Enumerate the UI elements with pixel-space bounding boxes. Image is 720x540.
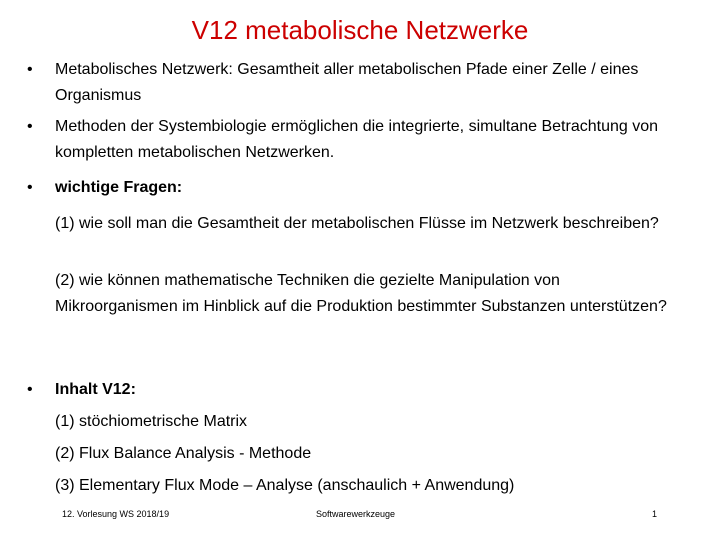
bullet-heading: Inhalt V12: <box>55 381 136 398</box>
bullet-text: Metabolisches Netzwerk: Gesamtheit aller metabolischen Pfade einer Zelle / eines Organismus <box>55 61 639 104</box>
content-item: (1) stöchiometrische Matrix <box>55 413 248 430</box>
question-item: (2) wie können mathematische Techniken die gezielte Manipulation von Mikroorganismen im Hinblick auf die Produktion bestimmter Substanzen unterstützen? <box>55 272 667 315</box>
footer-course: 12. Vorlesung WS 2018/19 <box>62 509 170 519</box>
bullet-marker: • <box>27 118 33 135</box>
bullet-heading: wichtige Fragen: <box>55 179 183 196</box>
bullet-text: Methoden der Systembiologie ermöglichen die integrierte, simultane Betrachtung von kompletten metabolischen Netzwerken. <box>55 118 659 161</box>
page-number: 1 <box>652 509 658 519</box>
slide-title: V12 metabolische Netzwerke <box>191 15 529 45</box>
bullet-marker: • <box>27 381 33 398</box>
footer-topic: Softwarewerkzeuge <box>316 509 396 519</box>
bullet-marker: • <box>27 179 33 196</box>
content-item: (2) Flux Balance Analysis - Methode <box>55 445 312 462</box>
question-item: (1) wie soll man die Gesamtheit der metabolischen Flüsse im Netzwerk beschreiben? <box>55 215 659 232</box>
bullet-marker: • <box>27 61 33 78</box>
content-item: (3) Elementary Flux Mode – Analyse (anschaulich + Anwendung) <box>55 477 515 494</box>
